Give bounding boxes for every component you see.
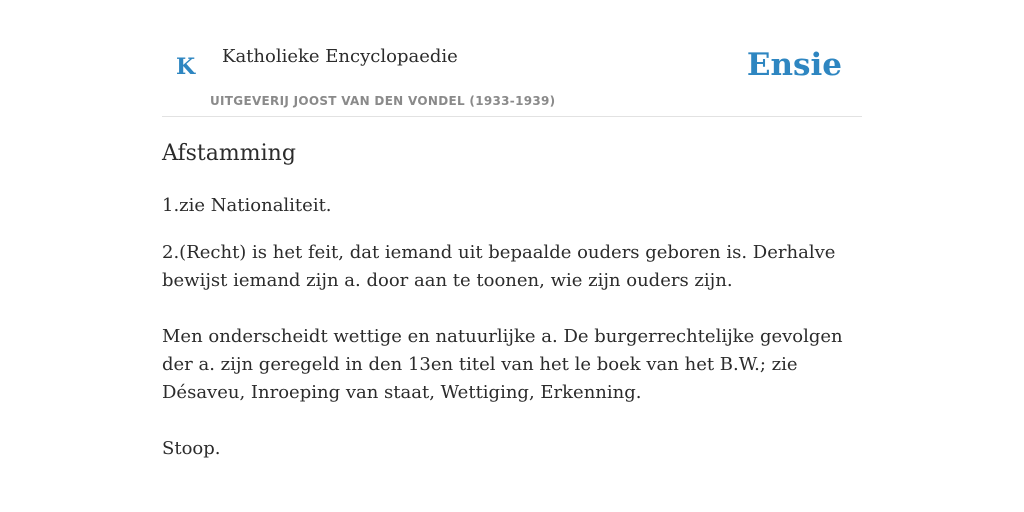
page-container xyxy=(162,0,862,459)
article-paragraph: 1.zie Nationaliteit. xyxy=(162,195,332,216)
site-header xyxy=(162,0,862,117)
article xyxy=(162,139,862,459)
article-paragraph: 2.(Recht) is het feit, dat iemand uit bepaalde ouders geboren is. Derhalve bewijst iemand zijn a. door aan te toonen, wie zijn ouders zijn. xyxy=(162,242,836,291)
site-subtitle: UITGEVERIJ JOOST VAN DEN VONDEL (1933-1939) xyxy=(210,94,556,108)
article-paragraph: Men onderscheidt wettige en natuurlijke a. De burgerrechtelijke gevolgen der a. zijn geregeld in den 13en titel van het le boek van het B.W.; zie Désaveu, Inroeping van staat, Wettiging, Erkenning. xyxy=(162,326,843,403)
site-title-link[interactable]: Katholieke Encyclopaedie xyxy=(222,46,458,67)
article-title: Afstamming xyxy=(162,141,296,166)
k-logo-icon[interactable]: K xyxy=(176,54,196,80)
ensie-logo-link[interactable]: Ensie xyxy=(746,47,842,83)
article-author: Stoop. xyxy=(162,438,221,459)
